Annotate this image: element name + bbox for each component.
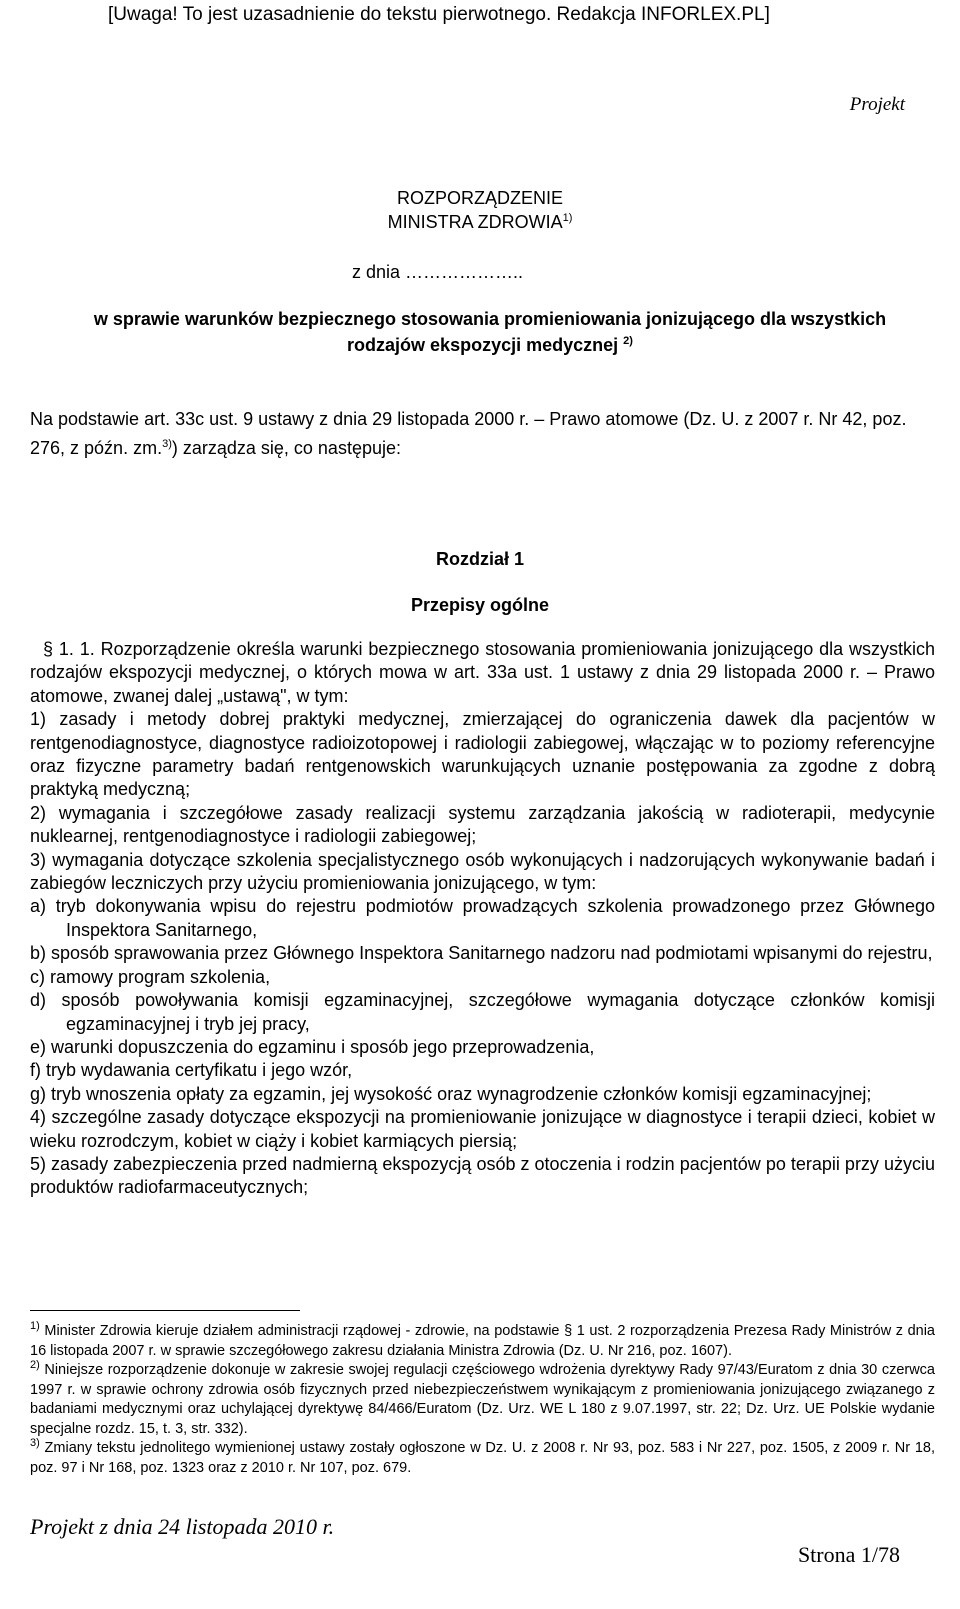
footnote-number: 1) (30, 1320, 40, 1333)
sub-item-f: f) tryb wydawania certyfikatu i jego wzór, (30, 1060, 353, 1081)
subject-line-2-text: rodzajów ekspozycji medycznej (347, 335, 619, 355)
footnote-text: Niniejsze rozporządzenie dokonuje w zakresie swojej regulacji częściowego wdrożenia dyrektywy Rady 97/43/Euratom z dnia 30 czerwca 1997 r. w sprawie ochrony zdrowia osób fizycznych przed niebezpieczeństwem wynikającym z promieniowania jonizującego związanego z badaniami medycznymi oraz uchylającej dyrektywę 84/466/Euratom (Dz. Urz. WE L 180 z 9.07.1997, str. 22; Dz. Urz. UE Polskie wydanie specjalne rozdz. 15, t. 3, str. 332). (30, 1362, 935, 1437)
footer-page-number: Strona 1/78 (797, 1542, 900, 1567)
footer-project-date: Projekt z dnia 24 listopada 2010 r. (30, 1514, 335, 1539)
body-text (30, 638, 935, 1200)
title-line-2-text: MINISTRA ZDROWIA (387, 212, 563, 232)
preamble (30, 405, 930, 463)
item-2: 2) wymagania i szczegółowe zasady realizacji systemu zarządzania jakością w radioterapii, medycynie nuklearnej, rentgenodiagnostyce i radiologii zabiegowej; (30, 802, 935, 847)
item-3: 3) wymagania dotyczące szkolenia specjalistycznego osób wykonujących i nadzorujących wykonywanie badań i zabiegów leczniczych przy użyciu promieniowania jonizującego, w tym: (30, 849, 935, 894)
item-5: 5) zasady zabezpieczenia przed nadmierną ekspozycją osób z otoczenia i rodzin pacjentów po terapii przy użyciu produktów radiofarmaceutycznych; (30, 1153, 935, 1198)
header-note: [Uwaga! To jest uzasadnienie do tekstu pierwotnego. Redakcja INFORLEX.PL] (108, 4, 770, 25)
sub-item-d: d) sposób powoływania komisji egzaminacyjnej, szczegółowe wymagania dotyczące członków komisji egzaminacyjnej i tryb jej pracy, (30, 990, 935, 1034)
subject (40, 306, 940, 358)
sub-item-e: e) warunki dopuszczenia do egzaminu i sposób jego przeprowadzenia, (30, 1036, 595, 1057)
preamble-text-a: Na podstawie art. 33c ust. 9 ustawy z dnia 29 listopada 2000 r. – Prawo atomowe (Dz. U. z 2007 r. Nr 42, poz. 276, z późn. zm. (30, 409, 907, 458)
footnote-1 (30, 1322, 935, 1361)
projekt-label: Projekt (849, 94, 905, 115)
chapter-title: Przepisy ogólne (410, 595, 550, 615)
sub-item-g: g) tryb wnoszenia opłaty za egzamin, jej wysokość oraz wynagrodzenie członków komisji egzaminacyjnej; (30, 1083, 872, 1104)
title-line-1: ROZPORZĄDZENIE (396, 188, 563, 208)
title-line-2 (0, 212, 960, 233)
item-4: 4) szczególne zasady dotyczące ekspozycji na promieniowanie jonizujące w diagnostyce i terapii dzieci, kobiet w wieku rozrodczym, kobiet w ciąży i kobiet karmiących piersią; (30, 1107, 935, 1151)
item-1: 1) zasady i metody dobrej praktyki medycznej, zmierzającej do ograniczenia dawek dla pacjentów w rentgenodiagnostyce, diagnostyce radioizotopowej i radiologii zabiegowej, włączając w to poziomy referencyjne oraz fizyczne parametry badań rentgenowskich warunkujących uznanie postępowania za zgodne z dobrą praktyką medyczną; (30, 709, 935, 800)
date-line: z dnia ……………….. (352, 262, 524, 282)
footnote-text: Minister Zdrowia kieruje działem administracji rządowej - zdrowie, na podstawie § 1 ust. 2 rozporządzenia Prezesa Rady Ministrów z dnia 16 listopada 2007 r. w sprawie szczegółowego zakresu działania Ministra Zdrowia (Dz. U. Nr 216, poz. 1607). (30, 1323, 935, 1359)
subject-line-1: w sprawie warunków bezpiecznego stosowania promieniowania jonizującego dla wszystkich (93, 309, 887, 329)
footnote-number: 2) (30, 1359, 40, 1372)
footnote-separator (30, 1310, 300, 1311)
footnote-number: 3) (30, 1437, 40, 1450)
footnote-ref-2: 2) (623, 335, 633, 347)
sub-item-b: b) sposób sprawowania przez Głównego Inspektora Sanitarnego nadzoru nad podmiotami wpisanymi do rejestru, (30, 943, 933, 964)
subject-line-2 (40, 332, 940, 358)
footnote-text: Zmiany tekstu jednolitego wymienionej ustawy zostały ogłoszone w Dz. U. z 2008 r. Nr 93, poz. 583 i Nr 227, poz. 1505, z 2009 r. Nr 18, poz. 97 i Nr 168, poz. 1323 oraz z 2010 r. Nr 107, poz. 679. (30, 1440, 936, 1476)
sub-item-a: a) tryb dokonywania wpisu do rejestru podmiotów prowadzących szkolenia prowadzonego przez Głównego Inspektora Sanitarnego, (30, 896, 935, 940)
preamble-text-b: ) zarządza się, co następuje: (171, 438, 401, 458)
footnote-2 (30, 1361, 935, 1439)
paragraph-1: § 1. 1. Rozporządzenie określa warunki bezpiecznego stosowania promieniowania jonizującego dla wszystkich rodzajów ekspozycji medycznej, o których mowa w art. 33a ust. 1 ustawy z dnia 29 listopada 2000 r. – Prawo atomowe, zwanej dalej „ustawą", w tym: (30, 639, 935, 706)
chapter-number: Rozdział 1 (435, 549, 524, 569)
footnotes (30, 1322, 935, 1478)
footnote-3 (30, 1439, 935, 1478)
footnote-ref-1: 1) (562, 212, 573, 224)
footnote-ref-3: 3) (162, 438, 172, 450)
sub-item-c: c) ramowy program szkolenia, (30, 966, 271, 987)
